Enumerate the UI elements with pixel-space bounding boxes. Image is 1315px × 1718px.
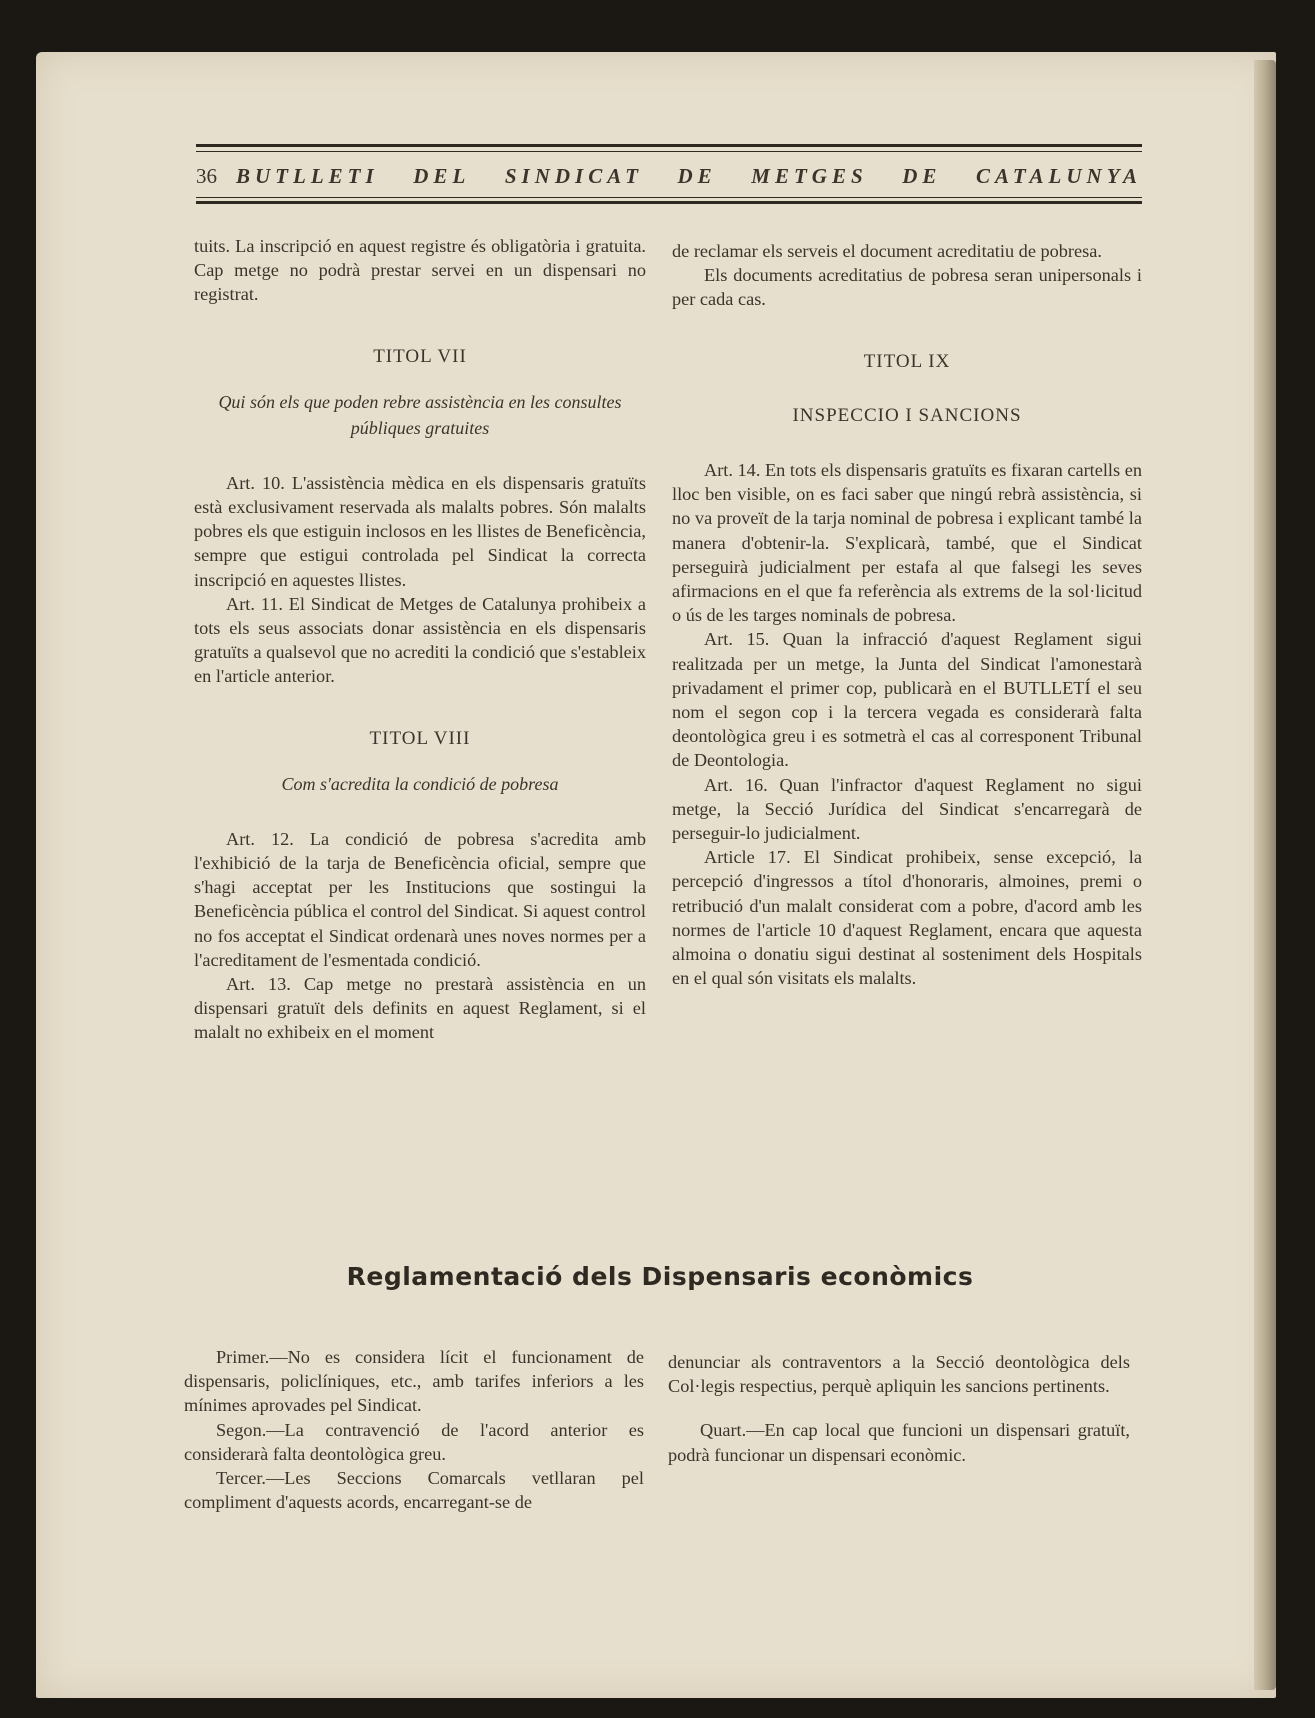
- header-rule: [196, 197, 1142, 198]
- section-right-column: [668, 1350, 1130, 1467]
- article-11: Art. 11. El Sindicat de Metges de Catalunya prohibeix a tots els seus associats donar assistència en els dispensaris gratuïts a qualsevol que no acrediti la condició que s'estableix en l'article anterior.: [194, 593, 646, 687]
- paragraph: Els documents acreditatius de pobresa seran unipersonals i per cada cas.: [672, 265, 1142, 310]
- article-10: Art. 10. L'assistència mèdica en els dispensaris gratuïts està exclusivament reservada als malalts pobres. Són malalts pobres els que estiguin inclosos en les llistes de Beneficència, sempre que estigui controlada pel Sindicat la correcta inscripció en aquestes llistes.: [194, 472, 646, 590]
- article-12: Art. 12. La condició de pobresa s'acredita amb l'exhibició de la tarja de Beneficència oficial, sempre que s'hagi acceptat per les Institucions que sostingui la Beneficència pública el control del Sindicat. Si aquest control no fos acceptat el Sindicat ordenarà unes noves normes per a l'acreditament de l'esmentada condició.: [194, 828, 646, 970]
- paragraph-primer: Primer.—No es considera lícit el funcionament de dispensaris, policlíniques, etc., amb tarifes inferiors a les mínimes aprovades pel Sindicat.: [184, 1347, 644, 1416]
- article-17: Article 17. El Sindicat prohibeix, sense excepció, la percepció d'ingressos a títol d'honoraris, almoines, premi o retribució d'un malalt considerat com a pobre, d'acord amb les normes de l'article 10 d'aquest Reglament, encara que aquesta almoina o donatiu sigui destinat al sosteniment dels Hospitals en el qual són visitats els malalts.: [672, 847, 1142, 989]
- journal-word: DE: [902, 163, 942, 188]
- journal-word: SINDICAT: [504, 163, 643, 188]
- paragraph-quart: Quart.—En cap local que funcioni un dispensari gratuït, podrà funcionar un dispensari econòmic.: [668, 1420, 1130, 1465]
- page-edge: [1254, 60, 1276, 1690]
- header-rule: [196, 144, 1142, 147]
- right-column: [672, 239, 1142, 990]
- paragraph-tercer-cont: denunciar als contraventors a la Secció deontològica dels Col·legis respectius, perquè apliquin les sancions pertinents.: [668, 1352, 1130, 1397]
- left-column: [194, 234, 646, 1045]
- article-13: Art. 13. Cap metge no prestarà assistència en un dispensari gratuït dels definits en aquest Reglament, si el malalt no exhibeix en el moment: [194, 974, 646, 1043]
- journal-word: DEL: [413, 163, 471, 188]
- journal-word: DE: [677, 163, 717, 188]
- paragraph-segon: Segon.—La contravenció de l'acord anterior es considerarà falta deontològica greu.: [184, 1419, 644, 1464]
- paragraph-tercer: Tercer.—Les Seccions Comarcals vetllaran pel compliment d'aquests acords, encarregant-se de: [184, 1468, 644, 1513]
- section-left-column: [184, 1345, 644, 1514]
- title-vii: TITOL VII: [373, 345, 467, 367]
- header-rule: [196, 151, 1142, 152]
- journal-word: METGES: [751, 163, 868, 188]
- title-ix: TITOL IX: [863, 350, 951, 372]
- journal-title: [236, 164, 1142, 189]
- journal-word: CATALUNYA: [976, 163, 1142, 188]
- running-header: [196, 144, 1142, 206]
- page-number: 36: [196, 163, 217, 188]
- paragraph: de reclamar els serveis el document acreditatiu de pobresa.: [672, 241, 1102, 261]
- journal-word: BUTLLETI: [236, 163, 379, 188]
- title-ix-subtitle: INSPECCIO I SANCIONS: [792, 404, 1022, 426]
- article-16: Art. 16. Quan l'infractor d'aquest Reglament no sigui metge, la Secció Jurídica del Sindicat s'encarregarà de perseguir-lo judicialment.: [672, 774, 1142, 844]
- title-vii-subtitle: Qui són els que poden rebre assistència en les consultes públiques gratuites: [218, 391, 622, 438]
- paragraph: tuits. La inscripció en aquest registre és obligatòria i gratuita. Cap metge no podrà prestar servei en un dispensari no registrat.: [194, 236, 646, 305]
- header-rule: [196, 201, 1142, 204]
- article-14: Art. 14. En tots els dispensaris gratuïts es fixaran cartells en lloc ben visible, on es faci saber que ningú rebrà assistència, si no va proveït de la tarja nominal de pobresa i explicant també la manera d'obtenir-la. S'explicarà, també, que el Sindicat perseguirà judicialment per estafa al que falsegi les seves afirmacions en el que fa referència als extrems de la sol·licitud o ús de les targes nominals de pobresa.: [672, 460, 1142, 626]
- title-viii: TITOL VIII: [369, 727, 471, 749]
- section-title: Reglamentació dels Dispensaris econòmics: [346, 1262, 974, 1291]
- title-viii-subtitle: Com s'acredita la condició de pobresa: [281, 773, 559, 794]
- article-15: Art. 15. Quan la infracció d'aquest Reglament sigui realitzada per un metge, la Junta del Sindicat l'amonestarà privadament el primer cop, publicarà en el BUTLLETÍ el seu nom el segon cop i la tercera vegada es considerarà falta deontològica greu i es sotmetrà el cas al corresponent Tribunal de Deontologia.: [672, 629, 1142, 771]
